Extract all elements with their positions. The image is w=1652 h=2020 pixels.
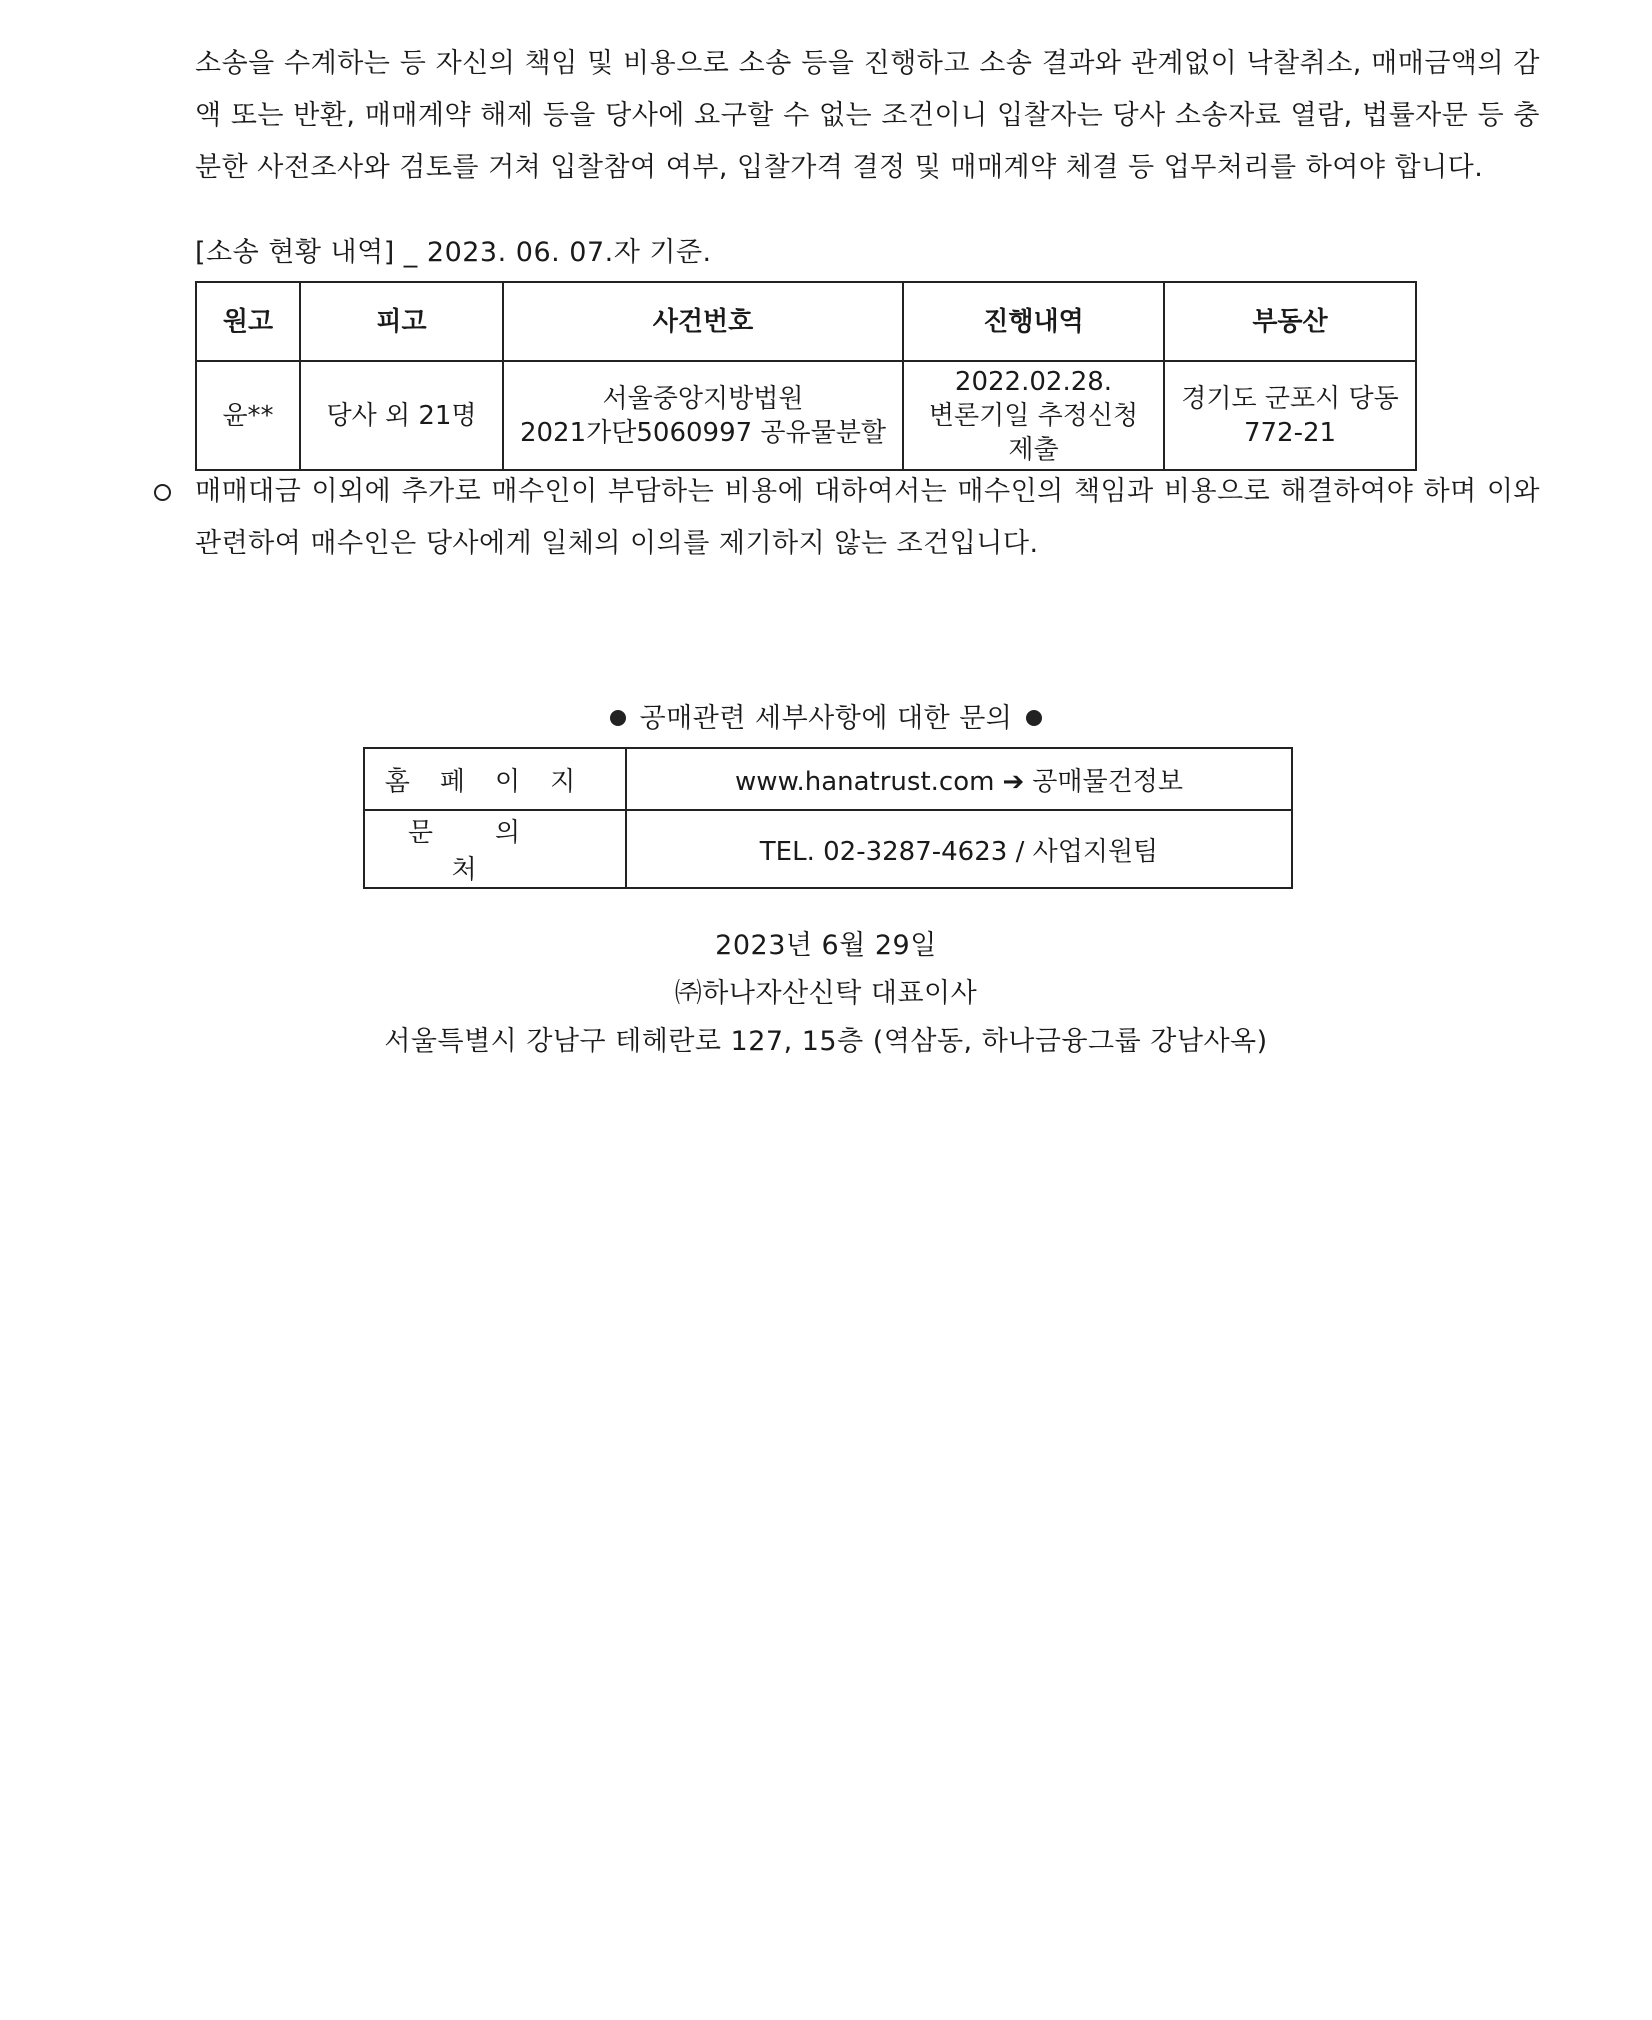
table-row (196, 361, 1416, 470)
property-line-1: 경기도 군포시 당동 (1181, 383, 1399, 414)
cell-progress (903, 361, 1164, 470)
homepage-target: 공매물건정보 (1032, 766, 1183, 797)
property-line-2: 772-21 (1243, 417, 1337, 448)
table-row (364, 810, 1292, 888)
header-property: 부동산 (1164, 282, 1416, 361)
bullet-dot-icon (610, 710, 626, 726)
homepage-label: 홈페이지 (364, 748, 626, 810)
lawsuit-caption: [소송 현황 내역] _ 2023. 06. 07.자 기준. (195, 237, 712, 268)
header-case-number: 사건번호 (503, 282, 903, 361)
footer-address: 서울특별시 강남구 테헤란로 127, 15층 (역삼동, 하나금융그룹 강남사옥) (384, 1026, 1268, 1057)
table-row (364, 748, 1292, 810)
inquiry-title-text: 공매관련 세부사항에 대한 문의 (639, 703, 1013, 734)
lawsuit-table (195, 281, 1417, 471)
header-defendant: 피고 (300, 282, 503, 361)
case-number: 2021가단5060997 공유물분할 (519, 417, 887, 448)
progress-text-2: 제출 (1008, 434, 1059, 465)
footer-date: 2023년 6월 29일 (715, 930, 937, 961)
progress-date: 2022.02.28. (954, 366, 1113, 397)
intro-paragraph: 소송을 수계하는 등 자신의 책임 및 비용으로 소송 등을 진행하고 소송 결과와 관계없이 낙찰취소, 매매금액의 감액 또는 반환, 매매계약 해제 등을 당사에 요구할 수 없는 조건이니 입찰자는 당사 소송자료 열람, 법률자문 등 충분한 사전조사와 검토를 거쳐 입찰참여 여부, 입찰가격 결정 및 매매계약 체결 등 업무처리를 하여야 합니다. (195, 48, 1540, 183)
homepage-link[interactable]: www.hanatrust.com (735, 766, 995, 797)
cell-case-number (503, 361, 903, 470)
bullet-dot-icon (1026, 710, 1042, 726)
contact-value: TEL. 02-3287-4623 / 사업지원팀 (626, 810, 1292, 888)
footer (0, 922, 1652, 1066)
lawsuit-header-row (196, 282, 1416, 361)
contact-table (363, 747, 1293, 889)
arrow-right-icon: ➔ (1002, 766, 1025, 797)
cell-property (1164, 361, 1416, 470)
cell-defendant: 당사 외 21명 (300, 361, 503, 470)
homepage-cell (626, 748, 1292, 810)
cell-plaintiff: 윤** (196, 361, 300, 470)
bullet-paragraph: 매매대금 이외에 추가로 매수인이 부담하는 비용에 대하여서는 매수인의 책임과 비용으로 해결하여야 하며 이와 관련하여 매수인은 당사에게 일체의 이의를 제기하지 않는 조건입니다. (195, 476, 1540, 559)
header-progress: 진행내역 (903, 282, 1164, 361)
hollow-circle-bullet-icon (154, 484, 171, 501)
header-plaintiff: 원고 (196, 282, 300, 361)
inquiry-title (0, 696, 1652, 735)
case-court: 서울중앙지방법원 (602, 383, 804, 414)
footer-company: ㈜하나자산신탁 대표이사 (674, 978, 978, 1009)
progress-text: 변론기일 추정신청 (928, 400, 1139, 431)
contact-label: 문의처 (364, 810, 626, 888)
